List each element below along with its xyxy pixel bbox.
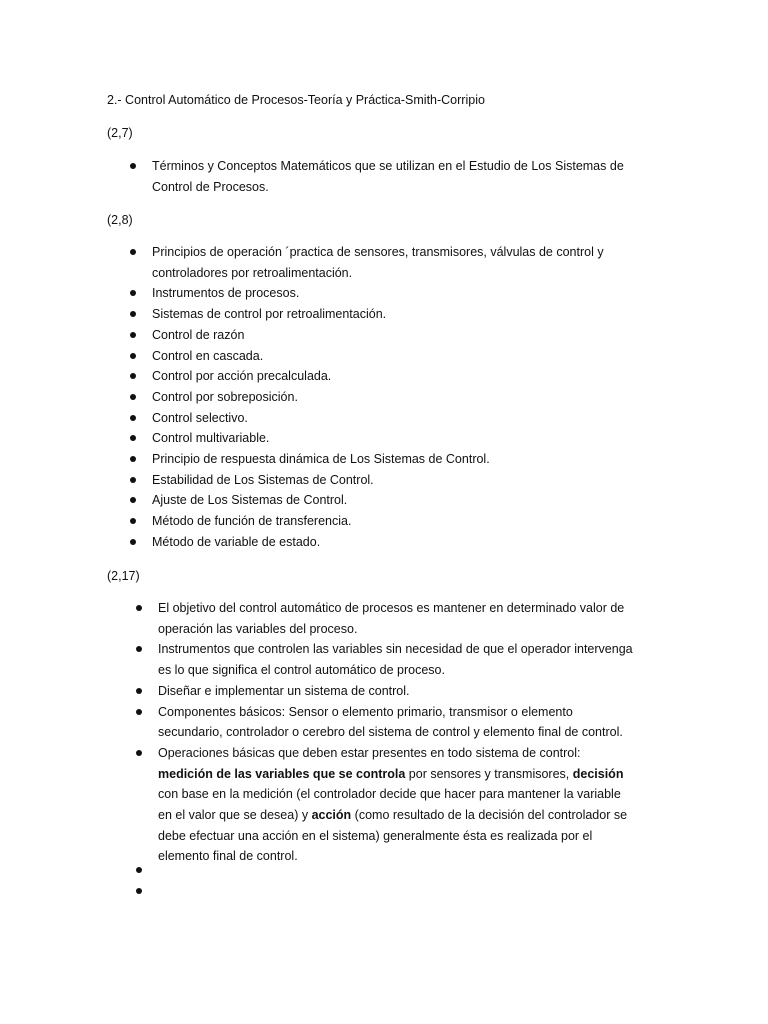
list-item-text: Control de razón bbox=[152, 327, 245, 342]
list-item bbox=[152, 490, 622, 511]
list-item bbox=[152, 511, 622, 532]
list-item-text: El objetivo del control automático de procesos es mantener en determinado valor de operación las variables del proceso. bbox=[158, 601, 625, 636]
list-item-text: Principios de operación ´practica de sensores, transmisores, válvulas de control y controladores por retroalimentación. bbox=[152, 245, 604, 280]
bullet-icon bbox=[136, 646, 142, 652]
bullet-icon bbox=[136, 750, 142, 756]
list-item-text: Ajuste de Los Sistemas de Control. bbox=[152, 493, 348, 508]
section-ref-2-17: (2,17) bbox=[107, 569, 140, 583]
list-item bbox=[152, 283, 622, 304]
list-item bbox=[152, 304, 622, 325]
list-item-text: Control multivariable. bbox=[152, 431, 270, 446]
list-item bbox=[152, 366, 622, 387]
section-list-2-17 bbox=[158, 598, 638, 867]
list-item-text: Diseñar e implementar un sistema de control. bbox=[158, 683, 410, 698]
bold-text-segment: decisión bbox=[572, 766, 624, 781]
bullet-icon bbox=[130, 539, 136, 545]
list-item bbox=[158, 639, 638, 680]
bullet-icon bbox=[136, 605, 142, 611]
section-list-2-8 bbox=[152, 242, 622, 553]
section-list-2-7 bbox=[152, 156, 632, 197]
list-item bbox=[152, 156, 632, 197]
list-item bbox=[152, 449, 622, 470]
list-item bbox=[158, 681, 638, 702]
text-segment: Operaciones básicas que deben estar presentes en todo sistema de control: bbox=[158, 745, 581, 760]
bullet-icon bbox=[130, 518, 136, 524]
text-segment: (como resultado de la decisión del controlador se debe efectuar una acción en el sistema) generalmente ésta es realizada por el elemento final de control. bbox=[158, 808, 628, 864]
section-ref-2-8: (2,8) bbox=[107, 213, 133, 227]
text-segment: con base en la medición (el controlador decide que hacer para mantener la variable en el valor que se desea) y bbox=[158, 787, 621, 823]
list-item-text: Términos y Conceptos Matemáticos que se utilizan en el Estudio de Los Sistemas de Control de Procesos. bbox=[152, 159, 624, 194]
list-item-text: Sistemas de control por retroalimentación. bbox=[152, 307, 387, 322]
list-item-text: Principio de respuesta dinámica de Los Sistemas de Control. bbox=[152, 452, 490, 467]
list-item bbox=[152, 387, 622, 408]
text-segment: por sensores y transmisores, bbox=[405, 766, 573, 781]
bold-text-segment: acción bbox=[311, 808, 352, 823]
bullet-icon bbox=[130, 394, 136, 400]
list-item-text: Instrumentos que controlen las variables sin necesidad de que el operador intervenga es lo que significa el control automático de proceso. bbox=[158, 642, 633, 678]
bullet-icon bbox=[130, 163, 136, 169]
list-item bbox=[158, 598, 638, 639]
empty-bullet-list bbox=[158, 860, 258, 901]
bullet-icon bbox=[130, 311, 136, 317]
list-item-text: Control por sobreposición. bbox=[152, 389, 298, 404]
list-item-text: Método de variable de estado. bbox=[152, 534, 321, 549]
bullet-icon bbox=[130, 353, 136, 359]
bullet-icon bbox=[136, 688, 142, 694]
list-item bbox=[158, 881, 258, 902]
list-item bbox=[152, 470, 622, 491]
bullet-icon bbox=[130, 290, 136, 296]
list-item bbox=[152, 242, 622, 283]
bullet-icon bbox=[136, 888, 142, 894]
list-item-text: Control por acción precalculada. bbox=[152, 369, 332, 384]
bullet-icon bbox=[136, 709, 142, 715]
list-item bbox=[158, 743, 638, 867]
list-item bbox=[158, 702, 638, 743]
list-item bbox=[152, 346, 622, 367]
list-item-text: Método de función de transferencia. bbox=[152, 514, 352, 529]
bullet-icon bbox=[130, 373, 136, 379]
list-item bbox=[152, 428, 622, 449]
section-ref-2-7: (2,7) bbox=[107, 126, 133, 140]
bullet-icon bbox=[130, 435, 136, 441]
list-item-text: Control en cascada. bbox=[152, 348, 264, 363]
bullet-icon bbox=[130, 249, 136, 255]
list-item bbox=[152, 325, 622, 346]
bullet-icon bbox=[130, 332, 136, 338]
document-heading: 2.- Control Automático de Procesos-Teoría y Práctica-Smith-Corripio bbox=[107, 93, 485, 107]
list-item bbox=[152, 532, 622, 553]
bullet-icon bbox=[130, 477, 136, 483]
list-item-text: Instrumentos de procesos. bbox=[152, 286, 300, 301]
list-item-text: Control selectivo. bbox=[152, 410, 248, 425]
list-item bbox=[152, 408, 622, 429]
bullet-icon bbox=[130, 456, 136, 462]
bullet-icon bbox=[130, 497, 136, 503]
list-item bbox=[158, 860, 258, 881]
bullet-icon bbox=[136, 867, 142, 873]
bullet-icon bbox=[130, 415, 136, 421]
list-item-text: Componentes básicos: Sensor o elemento primario, transmisor o elemento secundario, controlador o cerebro del sistema de control y elemento final de control. bbox=[158, 704, 623, 740]
list-item-text: Estabilidad de Los Sistemas de Control. bbox=[152, 472, 374, 487]
bold-text-segment: medición de las variables que se controla bbox=[158, 766, 406, 781]
